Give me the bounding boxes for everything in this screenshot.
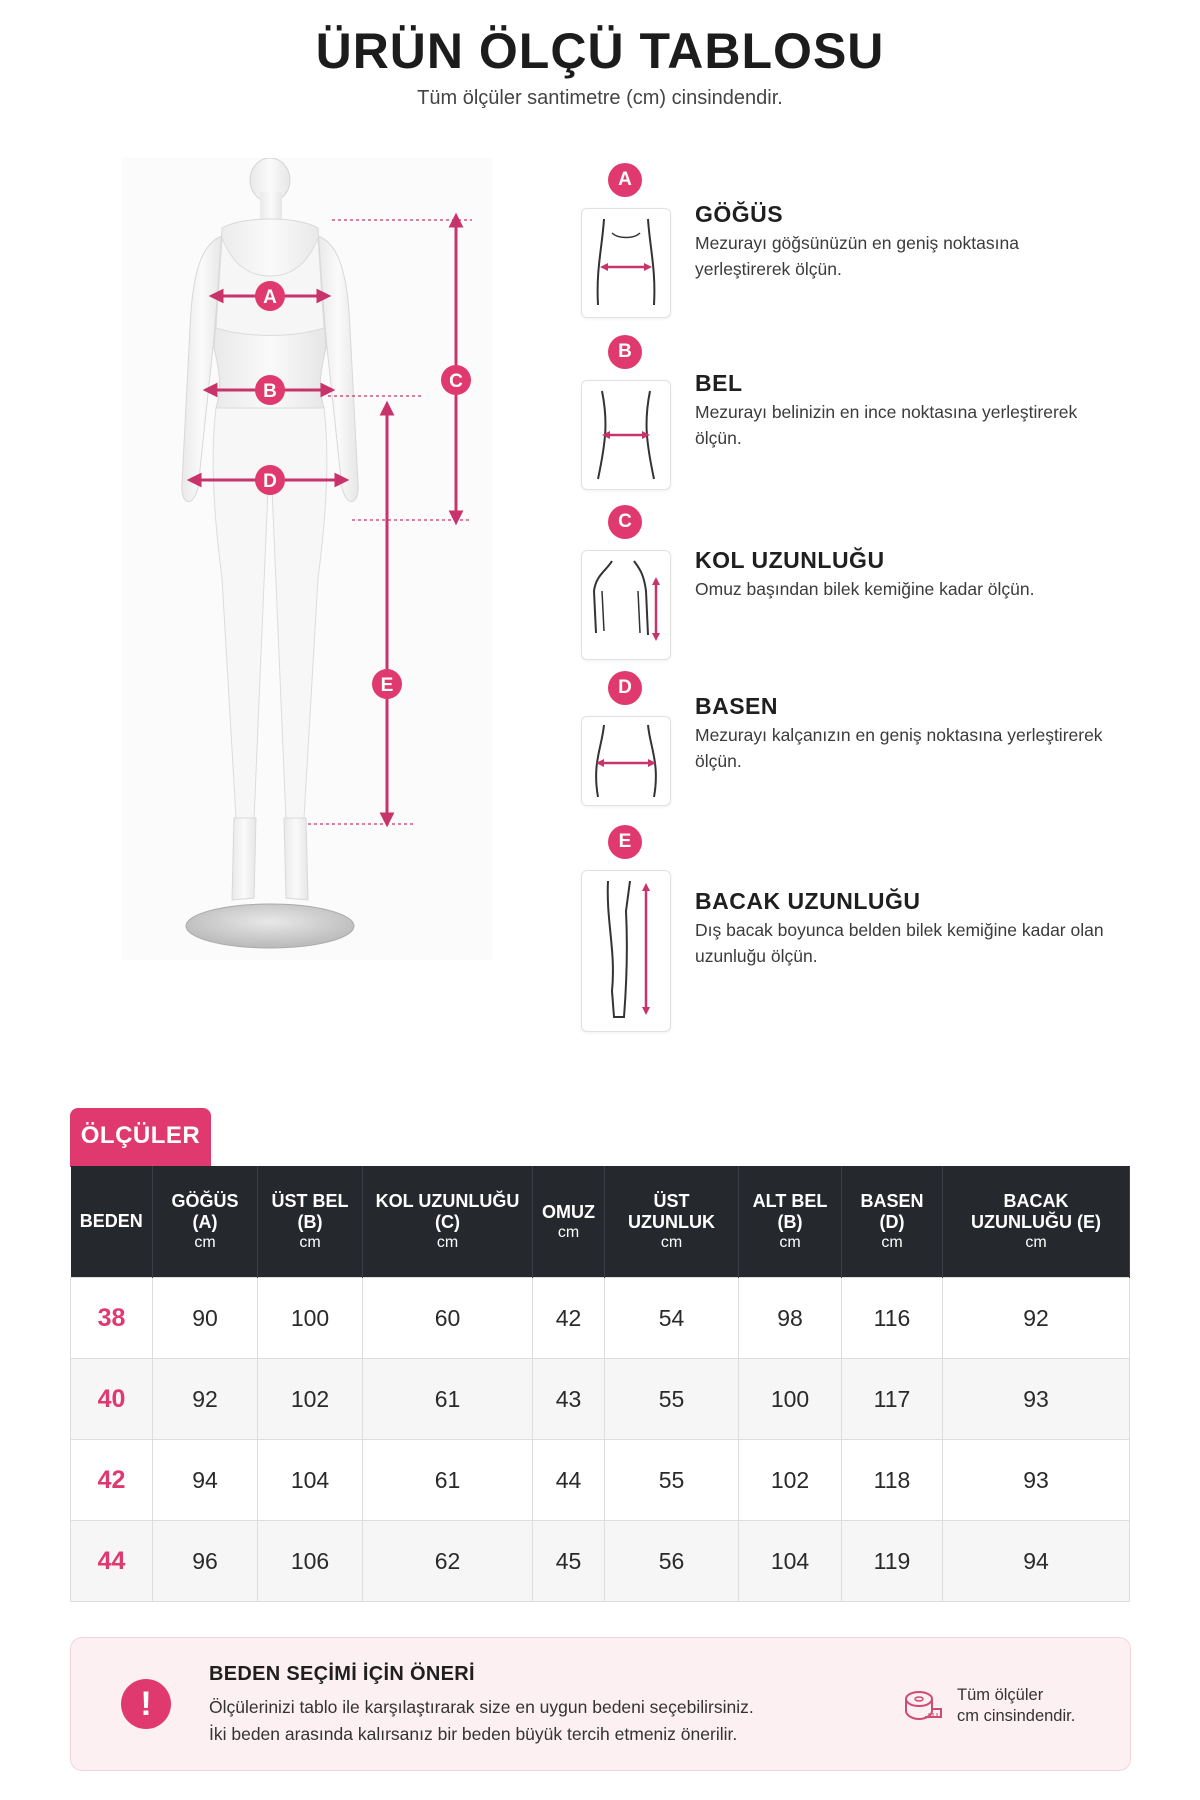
size-cell: 38 bbox=[71, 1278, 153, 1359]
badge-c: C bbox=[608, 505, 642, 539]
arm-thumbnail-icon bbox=[581, 550, 671, 660]
table-header-row bbox=[71, 1166, 1130, 1278]
table-cell: 119 bbox=[842, 1521, 943, 1602]
marker-e bbox=[372, 669, 402, 699]
svg-text:E: E bbox=[380, 675, 394, 696]
badge-d: D bbox=[608, 671, 642, 705]
leg-thumbnail-icon bbox=[581, 870, 671, 1032]
table-cell: 118 bbox=[842, 1440, 943, 1521]
guide-item-leg-length bbox=[578, 825, 1138, 1035]
header-hips: BASEN (D) cm bbox=[842, 1166, 943, 1278]
table-cell: 94 bbox=[943, 1521, 1130, 1602]
table-cell: 100 bbox=[739, 1359, 842, 1440]
page-title: ÜRÜN ÖLÇÜ TABLOSU bbox=[315, 23, 885, 79]
mannequin-figure bbox=[122, 158, 492, 960]
marker-b bbox=[255, 375, 285, 405]
table-row bbox=[71, 1521, 1130, 1602]
guide-title: KOL UZUNLUĞU bbox=[695, 547, 885, 573]
recommendation-text-1: Ölçülerinizi tablo ile karşılaştırarak size en uygun bedeni seçebilirsiniz. bbox=[209, 1697, 754, 1717]
table-cell: 106 bbox=[258, 1521, 363, 1602]
table-cell: 93 bbox=[943, 1440, 1130, 1521]
table-cell: 42 bbox=[533, 1278, 605, 1359]
table-cell: 54 bbox=[605, 1278, 739, 1359]
mannequin-illustration bbox=[122, 158, 492, 960]
table-cell: 92 bbox=[153, 1359, 258, 1440]
table-cell: 55 bbox=[605, 1359, 739, 1440]
table-row bbox=[71, 1359, 1130, 1440]
table-cell: 55 bbox=[605, 1440, 739, 1521]
guide-description: Omuz başından bilek kemiğine kadar ölçün. bbox=[695, 579, 1035, 599]
size-cell: 44 bbox=[71, 1521, 153, 1602]
table-cell: 104 bbox=[258, 1440, 363, 1521]
recommendation-title: BEDEN SEÇİMİ İÇİN ÖNERİ bbox=[209, 1663, 475, 1685]
guide-description: Mezurayı kalçanızın en geniş noktasına yerleştirerek ölçün. bbox=[695, 725, 1103, 771]
svg-text:D: D bbox=[263, 471, 277, 492]
table-cell: 94 bbox=[153, 1440, 258, 1521]
table-cell: 117 bbox=[842, 1359, 943, 1440]
header-shoulder: OMUZ cm bbox=[533, 1166, 605, 1278]
svg-text:A: A bbox=[263, 287, 277, 308]
table-cell: 92 bbox=[943, 1278, 1130, 1359]
badge-a: A bbox=[608, 163, 642, 197]
guide-item-arm-length bbox=[578, 505, 1138, 675]
table-cell: 102 bbox=[739, 1440, 842, 1521]
header-size: BEDEN bbox=[71, 1166, 153, 1278]
guide-description: Mezurayı belinizin en ince noktasına yerleştirerek ölçün. bbox=[695, 402, 1078, 448]
guide-description: Dış bacak boyunca belden bilek kemiğine kadar olan uzunluğu ölçün. bbox=[695, 920, 1104, 966]
guide-title: BASEN bbox=[695, 693, 779, 719]
measuring-tape-icon bbox=[903, 1689, 943, 1725]
badge-e: E bbox=[608, 825, 642, 859]
table-row bbox=[71, 1440, 1130, 1521]
table-row bbox=[71, 1278, 1130, 1359]
header-chest: GÖĞÜS (A) cm bbox=[153, 1166, 258, 1278]
table-cell: 116 bbox=[842, 1278, 943, 1359]
guide-item-chest bbox=[578, 163, 1138, 333]
alert-icon: ! bbox=[121, 1679, 171, 1729]
guide-title: BACAK UZUNLUĞU bbox=[695, 888, 921, 914]
table-cell: 62 bbox=[363, 1521, 533, 1602]
recommendation-text-2: İki beden arasında kalırsanız bir beden büyük tercih etmeniz önerilir. bbox=[209, 1724, 738, 1744]
guide-item-waist bbox=[578, 335, 1138, 505]
svg-text:C: C bbox=[449, 371, 463, 392]
header-top-length: ÜST UZUNLUK cm bbox=[605, 1166, 739, 1278]
chest-thumbnail-icon bbox=[581, 208, 671, 318]
marker-c bbox=[441, 365, 471, 395]
size-cell: 40 bbox=[71, 1359, 153, 1440]
table-cell: 104 bbox=[739, 1521, 842, 1602]
table-cell: 98 bbox=[739, 1278, 842, 1359]
page-subtitle: Tüm ölçüler santimetre (cm) cinsindendir. bbox=[417, 87, 783, 109]
table-cell: 44 bbox=[533, 1440, 605, 1521]
waist-thumbnail-icon bbox=[581, 380, 671, 490]
size-table bbox=[70, 1166, 1130, 1602]
badge-b: B bbox=[608, 335, 642, 369]
table-cell: 43 bbox=[533, 1359, 605, 1440]
guide-item-hips bbox=[578, 671, 1138, 841]
guide-title: BEL bbox=[695, 370, 743, 396]
table-cell: 61 bbox=[363, 1359, 533, 1440]
marker-d bbox=[255, 465, 285, 495]
units-note: Tüm ölçüler cm cinsindendir. bbox=[957, 1686, 1076, 1725]
guide-title: GÖĞÜS bbox=[695, 201, 784, 227]
header-lower-waist: ALT BEL (B) cm bbox=[739, 1166, 842, 1278]
table-cell: 93 bbox=[943, 1359, 1130, 1440]
table-cell: 61 bbox=[363, 1440, 533, 1521]
marker-a bbox=[255, 281, 285, 311]
table-cell: 96 bbox=[153, 1521, 258, 1602]
table-cell: 102 bbox=[258, 1359, 363, 1440]
measurements-tab: ÖLÇÜLER bbox=[70, 1108, 211, 1167]
header-arm-length: KOL UZUNLUĞU (C) cm bbox=[363, 1166, 533, 1278]
table-cell: 56 bbox=[605, 1521, 739, 1602]
table-cell: 60 bbox=[363, 1278, 533, 1359]
size-cell: 42 bbox=[71, 1440, 153, 1521]
svg-text:B: B bbox=[263, 381, 277, 402]
guide-description: Mezurayı göğsünüzün en geniş noktasına yerleştirerek ölçün. bbox=[695, 233, 1019, 279]
header-leg-length: BACAK UZUNLUĞU (E) cm bbox=[943, 1166, 1130, 1278]
size-recommendation-box bbox=[70, 1637, 1131, 1771]
table-cell: 90 bbox=[153, 1278, 258, 1359]
hips-thumbnail-icon bbox=[581, 716, 671, 806]
header-upper-waist: ÜST BEL (B) cm bbox=[258, 1166, 363, 1278]
table-cell: 100 bbox=[258, 1278, 363, 1359]
table-cell: 45 bbox=[533, 1521, 605, 1602]
